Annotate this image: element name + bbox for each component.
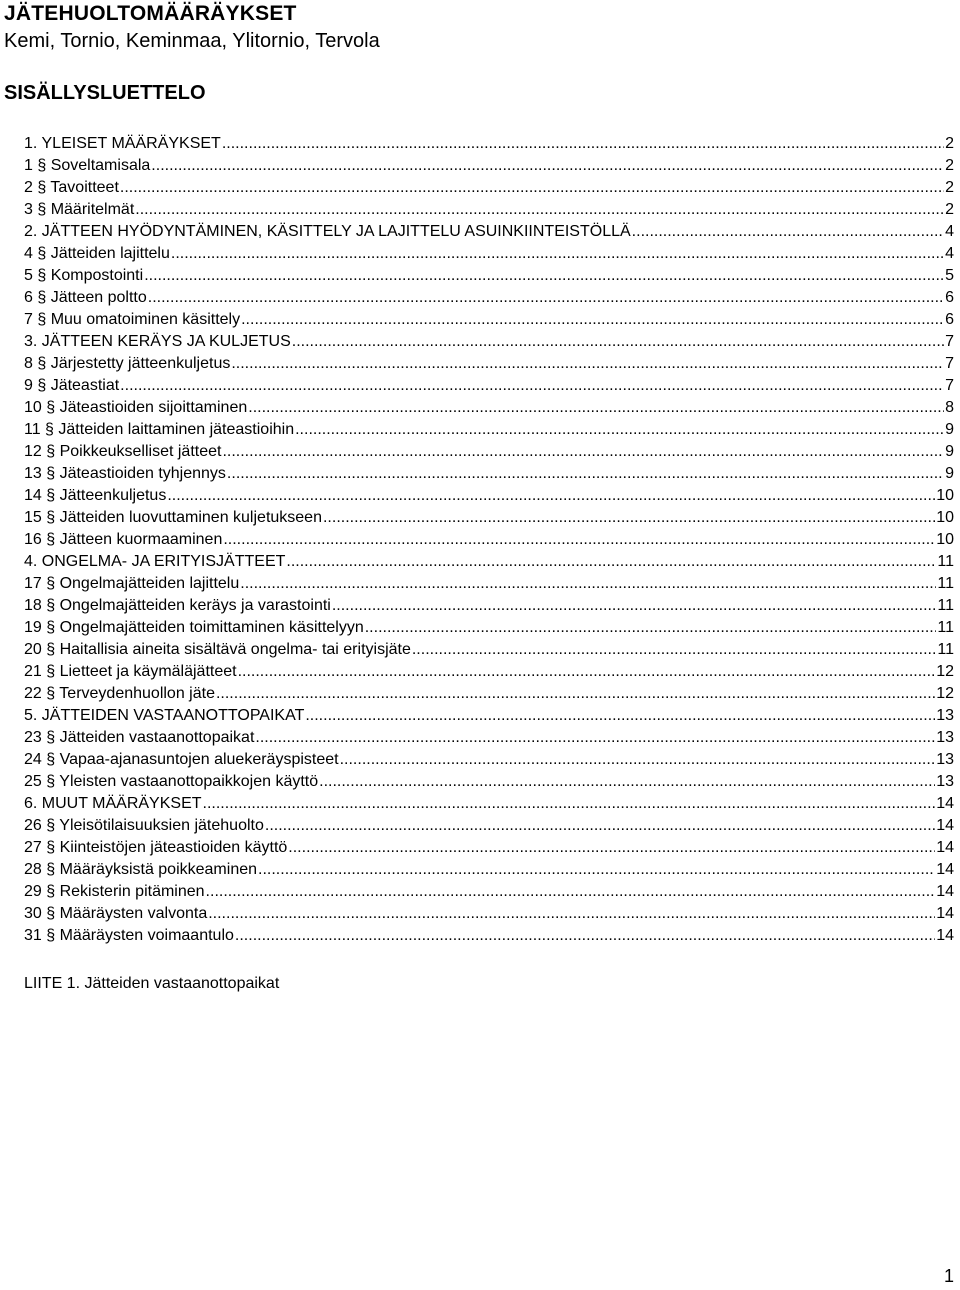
toc-entry-label: 1. YLEISET MÄÄRÄYKSET <box>24 135 221 152</box>
toc-leader-dots <box>340 749 936 771</box>
toc-entry-page: 6 <box>945 289 954 306</box>
toc-leader-dots <box>148 287 944 309</box>
toc-entry-label: 22 § Terveydenhuollon jäte <box>24 685 215 702</box>
toc-entry[interactable] <box>24 925 954 947</box>
toc-entry[interactable] <box>24 727 954 749</box>
toc-leader-dots <box>288 837 935 859</box>
toc-leader-dots <box>208 903 935 925</box>
toc-entry-page: 11 <box>937 575 954 592</box>
toc-entry-page: 13 <box>936 773 954 790</box>
toc-leader-dots <box>323 507 935 529</box>
toc-entry-label: 28 § Määräyksistä poikkeaminen <box>24 861 258 878</box>
toc-entry-page: 7 <box>945 355 954 372</box>
toc-entry[interactable] <box>24 353 954 375</box>
toc-leader-dots <box>135 199 944 221</box>
toc-entry[interactable] <box>24 287 954 309</box>
toc-entry-page: 13 <box>936 707 954 724</box>
toc-entry-label: 2. JÄTTEEN HYÖDYNTÄMINEN, KÄSITTELY JA LAJITTELU ASUINKIINTEISTÖLLÄ <box>24 223 631 240</box>
toc-entry-page: 2 <box>945 157 954 174</box>
toc-entry[interactable] <box>24 463 954 485</box>
toc-leader-dots <box>222 133 944 155</box>
toc-entry-page: 14 <box>936 795 954 812</box>
toc-entry-page: 5 <box>945 267 954 284</box>
toc-entry[interactable] <box>24 881 954 903</box>
toc-entry-page: 7 <box>945 377 954 394</box>
toc-entry[interactable] <box>24 265 954 287</box>
toc-entry-page: 9 <box>945 443 954 460</box>
toc-leader-dots <box>216 683 935 705</box>
toc-leader-dots <box>292 331 944 353</box>
page-number: 1 <box>943 1266 954 1286</box>
toc-entry-page: 2 <box>945 179 954 196</box>
toc-entry-label: 13 § Jäteastioiden tyhjennys <box>24 465 226 482</box>
toc-entry-page: 11 <box>937 597 954 614</box>
toc-entry-label: 26 § Yleisötilaisuuksien jätehuolto <box>24 817 264 834</box>
toc-leader-dots <box>203 793 936 815</box>
toc-entry[interactable] <box>24 749 954 771</box>
toc-leader-dots <box>286 551 936 573</box>
table-of-contents <box>24 133 954 947</box>
toc-entry-label: 27 § Kiinteistöjen jäteastioiden käyttö <box>24 839 288 856</box>
toc-entry-label: 4 § Jätteiden lajittelu <box>24 245 170 262</box>
toc-entry-label: 14 § Jätteenkuljetus <box>24 487 167 504</box>
toc-entry-label: 10 § Jäteastioiden sijoittaminen <box>24 399 248 416</box>
toc-leader-dots <box>227 463 944 485</box>
toc-entry-label: 25 § Yleisten vastaanottopaikkojen käyttö <box>24 773 319 790</box>
toc-entry-label: 7 § Muu omatoiminen käsittely <box>24 311 241 328</box>
toc-entry-label: 21 § Lietteet ja käymäläjätteet <box>24 663 237 680</box>
toc-entry-label: 6 § Jätteen poltto <box>24 289 147 306</box>
toc-entry-label: 17 § Ongelmajätteiden lajittelu <box>24 575 240 592</box>
toc-leader-dots <box>305 705 935 727</box>
toc-entry[interactable] <box>24 859 954 881</box>
toc-leader-dots <box>120 177 944 199</box>
toc-leader-dots <box>632 221 944 243</box>
toc-entry-label: 3 § Määritelmät <box>24 201 135 218</box>
toc-entry-label: 5 § Kompostointi <box>24 267 144 284</box>
toc-entry[interactable] <box>24 309 954 331</box>
toc-heading: SISÄLLYSLUETTELO <box>4 82 206 104</box>
toc-leader-dots <box>223 529 935 551</box>
toc-entry[interactable] <box>24 903 954 925</box>
toc-entry-page: 4 <box>945 245 954 262</box>
toc-entry[interactable] <box>24 771 954 793</box>
toc-leader-dots <box>151 155 944 177</box>
toc-entry-page: 11 <box>937 553 954 570</box>
toc-entry-label: 6. MUUT MÄÄRÄYKSET <box>24 795 202 812</box>
toc-leader-dots <box>238 661 936 683</box>
toc-entry[interactable] <box>24 793 954 815</box>
toc-entry[interactable] <box>24 485 954 507</box>
toc-entry[interactable] <box>24 529 954 551</box>
toc-entry-label: 3. JÄTTEEN KERÄYS JA KULJETUS <box>24 333 291 350</box>
toc-entry-page: 10 <box>936 531 954 548</box>
toc-leader-dots <box>120 375 944 397</box>
toc-entry-label: 20 § Haitallisia aineita sisältävä ongelma- tai erityisjäte <box>24 641 411 658</box>
toc-entry-label: 16 § Jätteen kuormaaminen <box>24 531 223 548</box>
toc-entry-page: 9 <box>945 465 954 482</box>
document-subtitle: Kemi, Tornio, Keminmaa, Ylitornio, Tervola <box>4 30 380 52</box>
toc-entry-label: 12 § Poikkeukselliset jätteet <box>24 443 222 460</box>
toc-entry-label: 8 § Järjestetty jätteenkuljetus <box>24 355 231 372</box>
toc-entry-label: 19 § Ongelmajätteiden toimittaminen käsittelyyn <box>24 619 364 636</box>
toc-leader-dots <box>265 815 935 837</box>
toc-entry-label: 31 § Määräysten voimaantulo <box>24 927 234 944</box>
toc-entry-page: 2 <box>945 201 954 218</box>
toc-entry-label: 30 § Määräysten valvonta <box>24 905 208 922</box>
toc-entry[interactable] <box>24 837 954 859</box>
toc-entry-page: 10 <box>936 509 954 526</box>
toc-entry[interactable] <box>24 397 954 419</box>
toc-leader-dots <box>412 639 937 661</box>
toc-leader-dots <box>258 859 935 881</box>
toc-entry[interactable] <box>24 419 954 441</box>
toc-entry[interactable] <box>24 133 954 155</box>
toc-entry[interactable] <box>24 441 954 463</box>
toc-entry-page: 10 <box>936 487 954 504</box>
toc-entry-page: 6 <box>945 311 954 328</box>
toc-entry-page: 9 <box>945 421 954 438</box>
toc-entry-page: 8 <box>945 399 954 416</box>
toc-entry[interactable] <box>24 617 954 639</box>
toc-leader-dots <box>206 881 936 903</box>
toc-entry-label: 11 § Jätteiden laittaminen jäteastioihin <box>24 421 295 438</box>
toc-entry-page: 12 <box>936 685 954 702</box>
toc-entry-label: 23 § Jätteiden vastaanottopaikat <box>24 729 255 746</box>
toc-entry-page: 14 <box>936 883 954 900</box>
toc-entry-page: 12 <box>936 663 954 680</box>
toc-leader-dots <box>240 573 936 595</box>
toc-leader-dots <box>255 727 935 749</box>
toc-leader-dots <box>171 243 944 265</box>
toc-leader-dots <box>144 265 944 287</box>
toc-entry[interactable] <box>24 595 954 617</box>
toc-leader-dots <box>295 419 944 441</box>
toc-entry-page: 2 <box>945 135 954 152</box>
toc-entry[interactable] <box>24 683 954 705</box>
toc-entry[interactable] <box>24 177 954 199</box>
toc-entry-page: 14 <box>936 839 954 856</box>
toc-entry[interactable] <box>24 551 954 573</box>
toc-leader-dots <box>231 353 944 375</box>
toc-entry[interactable] <box>24 507 954 529</box>
toc-entry-page: 4 <box>945 223 954 240</box>
toc-leader-dots <box>235 925 935 947</box>
toc-entry[interactable] <box>24 221 954 243</box>
appendix-label: LIITE 1. Jätteiden vastaanottopaikat <box>24 975 280 992</box>
toc-leader-dots <box>167 485 935 507</box>
toc-leader-dots <box>248 397 944 419</box>
toc-entry[interactable] <box>24 199 954 221</box>
toc-entry-page: 7 <box>945 333 954 350</box>
toc-entry[interactable] <box>24 815 954 837</box>
toc-entry[interactable] <box>24 331 954 353</box>
toc-entry-page: 11 <box>937 619 954 636</box>
toc-entry-page: 13 <box>936 751 954 768</box>
toc-entry-label: 29 § Rekisterin pitäminen <box>24 883 205 900</box>
toc-leader-dots <box>222 441 944 463</box>
toc-entry-page: 14 <box>936 861 954 878</box>
document-title: JÄTEHUOLTOMÄÄRÄYKSET <box>4 2 297 25</box>
toc-leader-dots <box>241 309 944 331</box>
toc-entry-label: 24 § Vapaa-ajanasuntojen aluekeräyspisteet <box>24 751 339 768</box>
toc-entry[interactable] <box>24 639 954 661</box>
toc-leader-dots <box>365 617 937 639</box>
toc-entry-page: 13 <box>936 729 954 746</box>
toc-entry-label: 4. ONGELMA- JA ERITYISJÄTTEET <box>24 553 286 570</box>
toc-entry[interactable] <box>24 155 954 177</box>
toc-entry-label: 5. JÄTTEIDEN VASTAANOTTOPAIKAT <box>24 707 305 724</box>
toc-entry[interactable] <box>24 705 954 727</box>
toc-entry-page: 14 <box>936 905 954 922</box>
toc-entry-page: 14 <box>936 927 954 944</box>
toc-entry-page: 14 <box>936 817 954 834</box>
toc-entry-label: 15 § Jätteiden luovuttaminen kuljetukseen <box>24 509 322 526</box>
toc-entry[interactable] <box>24 661 954 683</box>
toc-entry[interactable] <box>24 375 954 397</box>
toc-entry-label: 18 § Ongelmajätteiden keräys ja varastointi <box>24 597 331 614</box>
toc-entry[interactable] <box>24 573 954 595</box>
toc-leader-dots <box>332 595 937 617</box>
toc-entry-page: 11 <box>937 641 954 658</box>
toc-entry-label: 2 § Tavoitteet <box>24 179 119 196</box>
toc-entry-label: 1 § Soveltamisala <box>24 157 151 174</box>
toc-entry[interactable] <box>24 243 954 265</box>
toc-entry-label: 9 § Jäteastiat <box>24 377 120 394</box>
toc-leader-dots <box>319 771 935 793</box>
